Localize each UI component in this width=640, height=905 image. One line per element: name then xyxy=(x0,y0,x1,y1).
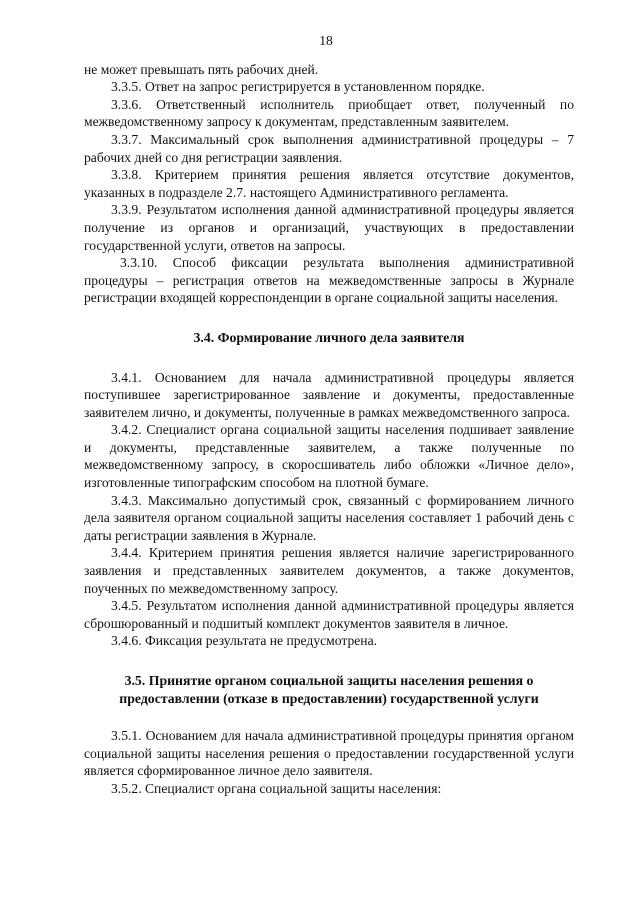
paragraph-3-3-10: 3.3.10. Способ фиксации результата выполнения административной процедуры – регистрация ответов на межведомственные запросы в Журнале регистрации входящей корреспонденции в органе социальной защиты населения. xyxy=(84,255,574,306)
paragraph-3-4-6: 3.4.6. Фиксация результата не предусмотрена. xyxy=(111,633,378,649)
paragraph-3-5-1: 3.5.1. Основанием для начала административной процедуры принятия органом социальной защиты населения решения о предоставлении государственной услуги является сформированное личное дело заявителя. xyxy=(84,728,574,779)
paragraph-3-3-9: 3.3.9. Результатом исполнения данной административной процедуры является получение из органов и организаций, участвующих в предоставлении государственной услуги, ответов на запросы. xyxy=(84,202,574,253)
page-number: 18 xyxy=(319,33,333,48)
paragraph-3-4-2: 3.4.2. Специалист органа социальной защиты населения подшивает заявление и документы, представленные заявителем, а также полученные по межведомственному запросу, в скоросшиватель либо обложки «Личное дело», изготовленные типографским способом на плотной бумаге. xyxy=(84,422,574,491)
paragraph-3-4-4: 3.4.4. Критерием принятия решения является наличие зарегистрированного заявления и представленных заявителем документов, а также документов, поученных по межведомственному запросу. xyxy=(84,545,574,596)
paragraph-3-3-5: 3.3.5. Ответ на запрос регистрируется в установленном порядке. xyxy=(111,79,485,95)
paragraph-3-4-5: 3.4.5. Результатом исполнения данной административной процедуры является сброшюрованный и подшитый комплект документов заявителя в личное. xyxy=(84,598,574,631)
document-page xyxy=(84,32,574,798)
paragraph-3-3-6: 3.3.6. Ответственный исполнитель приобщает ответ, полученный по межведомственному запросу к документам, представленным заявителем. xyxy=(84,96,574,130)
paragraph-3-5-2: 3.5.2. Специалист органа социальной защиты населения: xyxy=(111,780,442,796)
section-3-4-heading: 3.4. Формирование личного дела заявителя xyxy=(193,329,465,345)
section-3-5-heading: 3.5. Принятие органом социальной защиты населения решения о предоставлении (отказе в предоставлении) государственной услуги xyxy=(119,673,539,706)
paragraph-continuation: не может превышать пять рабочих дней. xyxy=(84,61,319,77)
paragraph-3-4-3: 3.4.3. Максимально допустимый срок, связанный с формированием личного дела заявителя органом социальной защиты населения составляет 1 рабочий день с даты регистрации заявления в Журнале. xyxy=(84,492,574,543)
paragraph-3-3-8: 3.3.8. Критерием принятия решения является отсутствие документов, указанных в подразделе 2.7. настоящего Административного регламента. xyxy=(84,167,574,200)
paragraph-3-4-1: 3.4.1. Основанием для начала административной процедуры является поступившее зарегистрированное заявление и документы, предоставленные заявителем лично, и документы, полученные в рамках межведомственного запроса. xyxy=(84,369,574,420)
paragraph-3-3-7: 3.3.7. Максимальный срок выполнения административной процедуры – 7 рабочих дней со дня регистрации заявления. xyxy=(84,131,574,165)
